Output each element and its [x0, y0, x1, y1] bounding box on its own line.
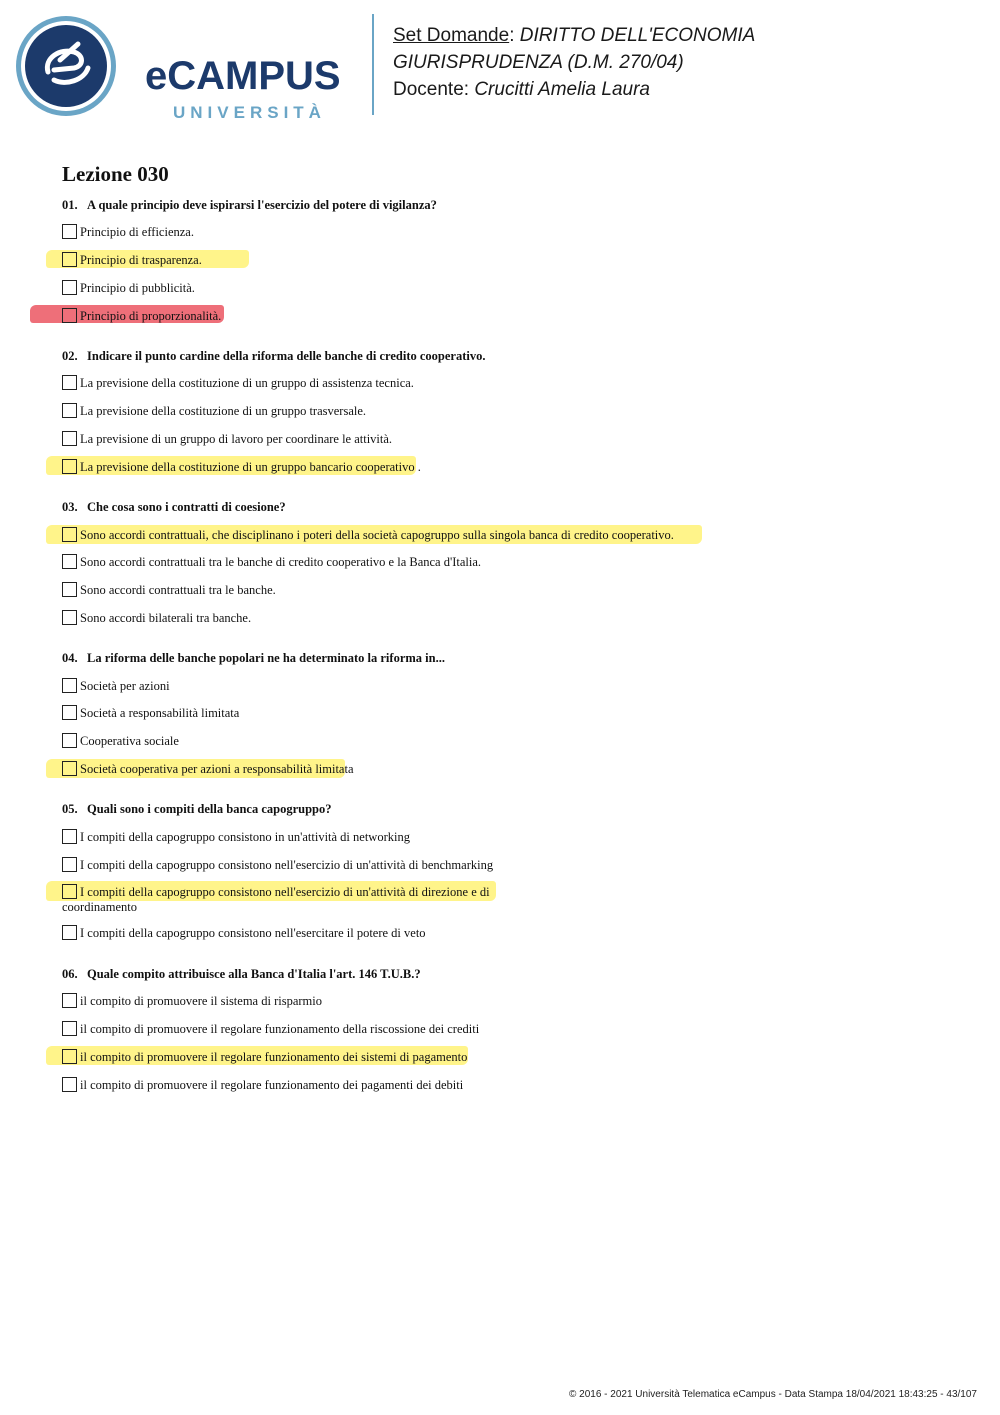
answer-text: Società per azioni	[80, 679, 170, 693]
answer-option[interactable]	[62, 1077, 463, 1093]
answer-text: Cooperativa sociale	[80, 734, 179, 748]
question-05	[62, 802, 331, 817]
answer-text: il compito di promuovere il regolare funzionamento della riscossione dei crediti	[80, 1022, 480, 1036]
answer-option[interactable]	[62, 224, 194, 240]
answer-option[interactable]	[62, 280, 195, 296]
answer-option[interactable]	[62, 431, 392, 447]
answer-text: I compiti della capogruppo consistono in un'attività di networking	[80, 830, 410, 844]
question-number: 01.	[62, 198, 78, 212]
answer-option[interactable]	[62, 678, 170, 694]
answer-option[interactable]	[62, 884, 490, 900]
answer-text: Sono accordi contrattuali tra le banche.	[80, 583, 276, 597]
answer-text: La previsione della costituzione di un gruppo bancario cooperativo .	[80, 460, 421, 474]
question-text: Quali sono i compiti della banca capogruppo?	[87, 802, 332, 816]
answer-text: I compiti della capogruppo consistono nell'esercizio di un'attività di direzione e di	[80, 885, 490, 899]
course-line2	[393, 49, 755, 76]
teacher-line	[393, 76, 755, 103]
question-04	[62, 651, 445, 666]
answer-option[interactable]	[62, 925, 426, 941]
question-06	[62, 967, 421, 982]
set-line	[393, 22, 755, 49]
answer-option[interactable]	[62, 308, 221, 324]
question-03	[62, 500, 286, 515]
answer-text: La previsione della costituzione di un gruppo trasversale.	[80, 404, 367, 418]
answer-option[interactable]	[62, 554, 481, 570]
answer-option[interactable]	[62, 993, 322, 1009]
answer-option[interactable]	[62, 527, 674, 543]
answer-text: Principio di efficienza.	[80, 225, 194, 239]
answer-option[interactable]	[62, 1049, 467, 1065]
header-divider	[372, 14, 374, 115]
question-number: 05.	[62, 802, 78, 816]
question-number: 06.	[62, 967, 78, 981]
answer-text-continuation: coordinamento	[62, 900, 137, 914]
set-separator: :	[509, 25, 515, 46]
answer-option[interactable]	[62, 733, 179, 749]
answer-option[interactable]	[62, 403, 366, 419]
answer-text: Società cooperativa per azioni a responsabilità limitata	[80, 762, 354, 776]
question-text: Che cosa sono i contratti di coesione?	[87, 500, 286, 514]
logo-subtitle: UNIVERSITÀ	[173, 103, 326, 122]
answer-option[interactable]	[62, 705, 239, 721]
answer-text: Sono accordi bilaterali tra banche.	[80, 611, 252, 625]
question-text: A quale principio deve ispirarsi l'esercizio del potere di vigilanza?	[87, 198, 437, 212]
answer-text: il compito di promuovere il regolare funzionamento dei pagamenti dei debiti	[80, 1078, 464, 1092]
header-course-info	[393, 22, 755, 103]
teacher-label: Docente:	[393, 79, 470, 100]
answer-option[interactable]	[62, 761, 354, 777]
page-footer: © 2016 - 2021 Università Telematica eCampus - Data Stampa 18/04/2021 18:43:25 - 43/107	[569, 1389, 977, 1400]
question-number: 03.	[62, 500, 78, 514]
answer-option[interactable]	[62, 252, 202, 268]
answer-text: La previsione della costituzione di un gruppo di assistenza tecnica.	[80, 376, 414, 390]
answer-text: Sono accordi contrattuali tra le banche di credito cooperativo e la Banca d'Italia.	[80, 555, 482, 569]
answer-option[interactable]	[62, 1021, 479, 1037]
answer-text: il compito di promuovere il regolare funzionamento dei sistemi di pagamento	[80, 1050, 468, 1064]
question-02	[62, 349, 485, 364]
question-text: La riforma delle banche popolari ne ha determinato la riforma in...	[87, 651, 445, 665]
answer-text: Principio di pubblicità.	[80, 281, 195, 295]
answer-option[interactable]	[62, 829, 410, 845]
question-text: Indicare il punto cardine della riforma delle banche di credito cooperativo.	[87, 349, 486, 363]
answer-text: Principio di proporzionalità.	[80, 309, 222, 323]
ecampus-logo	[12, 14, 362, 122]
question-01	[62, 198, 437, 213]
answer-option[interactable]	[62, 459, 421, 475]
answer-option[interactable]	[62, 857, 493, 873]
course-degree: GIURISPRUDENZA (D.M. 270/04)	[393, 52, 684, 73]
question-text: Quale compito attribuisce alla Banca d'Italia l'art. 146 T.U.B.?	[87, 967, 421, 981]
logo-wordmark: eCAMPUS	[145, 54, 341, 98]
answer-text: il compito di promuovere il sistema di risparmio	[80, 994, 322, 1008]
answer-text: Società a responsabilità limitata	[80, 706, 240, 720]
answer-option[interactable]	[62, 375, 414, 391]
answer-text: I compiti della capogruppo consistono nell'esercizio di un'attività di benchmarking	[80, 858, 494, 872]
set-label: Set Domande	[393, 25, 510, 46]
answer-text: Principio di trasparenza.	[80, 253, 202, 267]
answer-option[interactable]	[62, 610, 251, 626]
question-number: 04.	[62, 651, 78, 665]
ecampus-emblem-icon	[14, 14, 118, 118]
question-number: 02.	[62, 349, 78, 363]
answer-text: La previsione di un gruppo di lavoro per coordinare le attività.	[80, 432, 393, 446]
teacher-name: Crucitti Amelia Laura	[474, 79, 650, 100]
course-title: DIRITTO DELL'ECONOMIA	[519, 25, 756, 46]
answer-option[interactable]	[62, 582, 276, 598]
lesson-title: Lezione 030	[62, 162, 169, 186]
answer-text: I compiti della capogruppo consistono nell'esercitare il potere di veto	[80, 926, 426, 940]
answer-text: Sono accordi contrattuali, che disciplinano i poteri della società capogruppo sulla singola banca di credito cooperativo.	[80, 528, 674, 542]
